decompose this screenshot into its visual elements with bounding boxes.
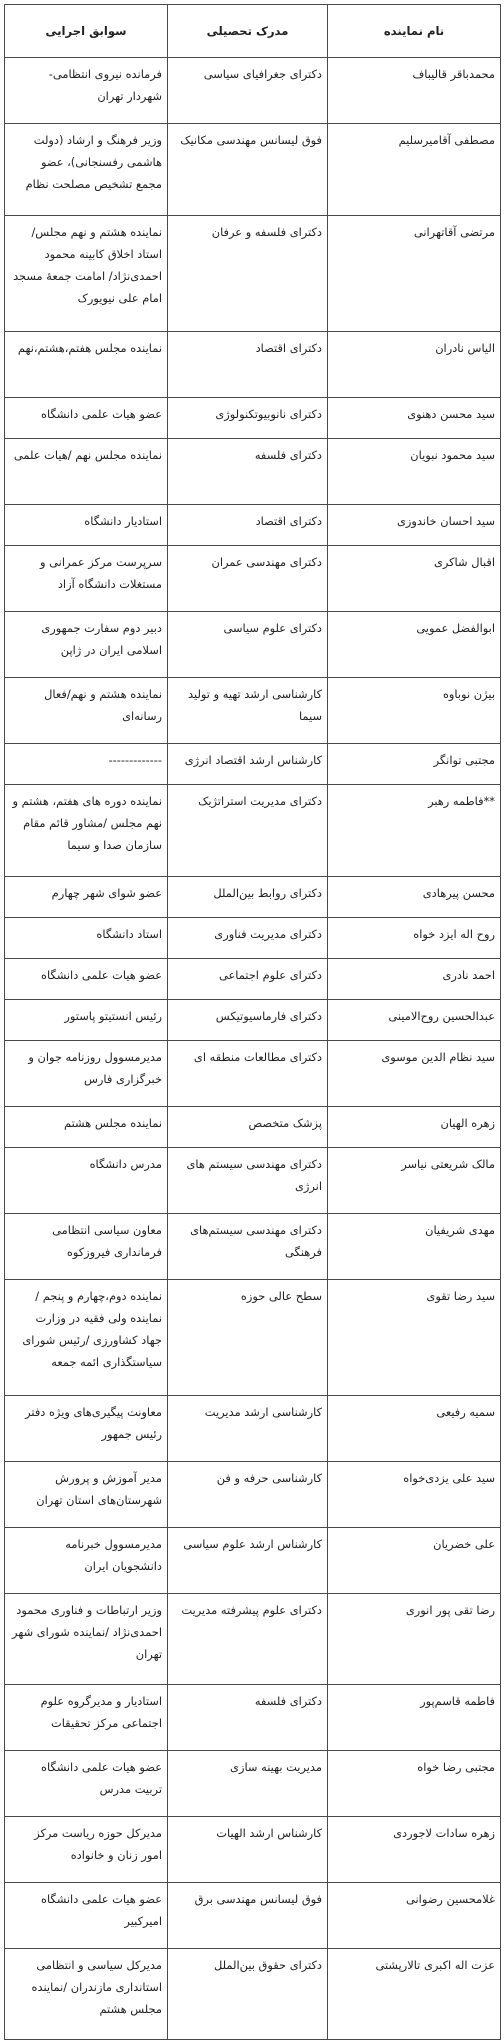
cell-record: عضو هیات علمی دانشگاه امیرکبیر: [5, 1883, 168, 1949]
cell-degree: کارشناسی ارشد مدیریت: [168, 1396, 328, 1462]
table-row: [5, 439, 501, 505]
table-row: [5, 58, 501, 124]
cell-name: مجتبی توانگر: [328, 744, 501, 785]
cell-record: نماینده دوره های هفتم، هشتم و نهم مجلس /مشاور قائم مقام سازمان صدا و سیما: [5, 785, 168, 877]
table-row: [5, 546, 501, 612]
cell-name: غلامحسین رضوانی: [328, 1883, 501, 1949]
cell-degree: دکترای مهندسی عمران: [168, 546, 328, 612]
cell-name: سمیه رفیعی: [328, 1396, 501, 1462]
cell-name: الیاس نادران: [328, 332, 501, 398]
cell-record: عضو هیات علمی دانشگاه: [5, 398, 168, 439]
cell-name: ابوالفضل عمویی: [328, 612, 501, 678]
table-row: [5, 612, 501, 678]
cell-degree: دکترای حقوق بین‌الملل: [168, 1949, 328, 2040]
cell-degree: دکترای مدیریت استراتژیک: [168, 785, 328, 877]
cell-record: نماینده هشتم و نهم/فعال رسانه‌ای: [5, 678, 168, 744]
cell-degree: دکترای فلسفه و عرفان: [168, 216, 328, 332]
table-row: [5, 1685, 501, 1751]
cell-record: سرپرست مرکز عمرانی و مستغلات دانشگاه آزاد: [5, 546, 168, 612]
cell-record: مدیرمسوول روزنامه جوان و خبرگزاری فارس: [5, 1041, 168, 1107]
header-degree: مدرک تحصیلی: [168, 5, 328, 58]
cell-degree: دکترای مهندسی سیستم های انرژی: [168, 1148, 328, 1214]
cell-record: عضو هیات علمی دانشگاه تربیت مدرس: [5, 1751, 168, 1817]
cell-record: دبیر دوم سفارت جمهوری اسلامی ایران در ژاپن: [5, 612, 168, 678]
table-row: [5, 1817, 501, 1883]
cell-degree: دکترای جغرافیای سیاسی: [168, 58, 328, 124]
cell-degree: دکترای فلسفه: [168, 1685, 328, 1751]
cell-name: مجتبی رضا خواه: [328, 1751, 501, 1817]
table-row: [5, 124, 501, 216]
cell-degree: دکترای علوم سیاسی: [168, 612, 328, 678]
cell-name: رضا تقی پور انوری: [328, 1594, 501, 1685]
table-row: [5, 959, 501, 1000]
table-row: [5, 918, 501, 959]
cell-name: زهره سادات لاجوردی: [328, 1817, 501, 1883]
cell-record: وزیر ارتباطات و فناوری محمود احمدی‌نژاد /نماینده شورای شهر تهران: [5, 1594, 168, 1685]
cell-degree: فوق لیسانس مهندسی برق: [168, 1883, 328, 1949]
cell-name: سید محمود نبویان: [328, 439, 501, 505]
table-row: [5, 398, 501, 439]
cell-record: معاون سیاسی انتظامی فرمانداری فیروزکوه: [5, 1214, 168, 1280]
cell-record: مدیر آموزش و پرورش شهرستان‌های استان تهران: [5, 1462, 168, 1528]
cell-degree: دکترای اقتصاد: [168, 505, 328, 546]
cell-name: اقبال شاکری: [328, 546, 501, 612]
cell-record: مدیرکل حوزه ریاست مرکز امور زنان و خانواده: [5, 1817, 168, 1883]
table-row: [5, 1462, 501, 1528]
cell-degree: دکترای مهندسی سیستم‌های فرهنگی: [168, 1214, 328, 1280]
cell-record: نماینده هشتم و نهم مجلس/ استاد اخلاق کابینه محمود احمدی‌نژاد/ امامت جمعهٔ مسجد امام علی نیویورک: [5, 216, 168, 332]
table-row: [5, 785, 501, 877]
cell-name: مصطفی آقامیرسلیم: [328, 124, 501, 216]
table-row: [5, 744, 501, 785]
table-row: [5, 678, 501, 744]
table-row: [5, 1949, 501, 2040]
cell-record: معاونت پیگیری‌های ویژه دفتر رئیس جمهور: [5, 1396, 168, 1462]
cell-name: سید محسن دهنوی: [328, 398, 501, 439]
header-record: سوابق اجرایی: [5, 5, 168, 58]
cell-record: مدرس دانشگاه: [5, 1148, 168, 1214]
cell-name: فاطمه قاسم‌پور: [328, 1685, 501, 1751]
cell-degree: دکترای فارماسیوتیکس: [168, 1000, 328, 1041]
table-row: [5, 1751, 501, 1817]
table-row: [5, 505, 501, 546]
cell-name: محمدباقر قالیباف: [328, 58, 501, 124]
cell-record: استادیار و مدیرگروه علوم اجتماعی مرکز تحقیقات: [5, 1685, 168, 1751]
table-row: [5, 1214, 501, 1280]
cell-record: عضو شوای شهر چهارم: [5, 877, 168, 918]
table-header-row: [5, 5, 501, 58]
table-row: [5, 1041, 501, 1107]
cell-name: عبدالحسین روح‌الامینی: [328, 1000, 501, 1041]
cell-name: مرتضی آقاتهرانی: [328, 216, 501, 332]
cell-record: فرمانده نیروی انتظامی- شهردار تهران: [5, 58, 168, 124]
cell-degree: دکترای علوم اجتماعی: [168, 959, 328, 1000]
cell-degree: کارشناسی حرفه و فن: [168, 1462, 328, 1528]
table-row: [5, 216, 501, 332]
cell-name: عزت اله اکبری تالارپشتی: [328, 1949, 501, 2040]
cell-degree: دکترای نانوبیوتکنولوژی: [168, 398, 328, 439]
cell-degree: دکترای اقتصاد: [168, 332, 328, 398]
table-row: [5, 1000, 501, 1041]
cell-degree: مدیریت بهینه سازی: [168, 1751, 328, 1817]
cell-degree: کارشناس ارشد علوم سیاسی: [168, 1528, 328, 1594]
cell-degree: کارشناس ارشد الهیات: [168, 1817, 328, 1883]
cell-record: نماینده دوم،چهارم و پنجم /نماینده ولی فقیه در وزارت جهاد کشاورزی /رئیس شورای سیاستگذاری ائمه جمعه: [5, 1280, 168, 1396]
cell-name: روح اله ایزد خواه: [328, 918, 501, 959]
table-row: [5, 1280, 501, 1396]
cell-degree: دکترای روابط بین‌الملل: [168, 877, 328, 918]
cell-name: سید نظام الدین موسوی: [328, 1041, 501, 1107]
cell-degree: کارشناس ارشد اقتصاد انرژی: [168, 744, 328, 785]
cell-name: مهدی شریفیان: [328, 1214, 501, 1280]
cell-degree: دکترای فلسفه: [168, 439, 328, 505]
cell-record: نماینده مجلس نهم /هیات علمی: [5, 439, 168, 505]
cell-degree: دکترای مطالعات منطقه ای: [168, 1041, 328, 1107]
cell-record: رئیس انستیتو پاستور: [5, 1000, 168, 1041]
cell-name: **فاطمه رهبر: [328, 785, 501, 877]
cell-degree: دکترای علوم پیشرفته مدیریت: [168, 1594, 328, 1685]
table-row: [5, 877, 501, 918]
cell-name: علی خضریان: [328, 1528, 501, 1594]
cell-record: استادیار دانشگاه: [5, 505, 168, 546]
table-row: [5, 1883, 501, 1949]
cell-name: سید احسان خاندوزی: [328, 505, 501, 546]
cell-name: سید علی یزدی‌خواه: [328, 1462, 501, 1528]
cell-record: مدیرمسوول خبرنامه دانشجویان ایران: [5, 1528, 168, 1594]
header-name: نام نماینده: [328, 5, 501, 58]
cell-name: بیژن نوباوه: [328, 678, 501, 744]
cell-name: احمد نادری: [328, 959, 501, 1000]
table-row: [5, 1594, 501, 1685]
cell-record: استاد دانشگاه: [5, 918, 168, 959]
table-row: [5, 1107, 501, 1148]
table-body: [5, 58, 501, 2040]
cell-record: عضو هیات علمی دانشگاه: [5, 959, 168, 1000]
cell-record: وزیر فرهنگ و ارشاد (دولت هاشمی رفسنجانی)، عضو مجمع تشخیص مصلحت نظام: [5, 124, 168, 216]
table-row: [5, 332, 501, 398]
cell-degree: فوق لیسانس مهندسی مکانیک: [168, 124, 328, 216]
table-row: [5, 1396, 501, 1462]
cell-name: زهره الهیان: [328, 1107, 501, 1148]
cell-name: سید رضا تقوی: [328, 1280, 501, 1396]
table-row: [5, 1528, 501, 1594]
cell-record: مدیرکل سیاسی و انتظامی استانداری مازندران /نماینده مجلس هشتم: [5, 1949, 168, 2040]
cell-record: نماینده مجلس هفتم،هشتم،نهم: [5, 332, 168, 398]
cell-name: مالک شریعتی نیاسر: [328, 1148, 501, 1214]
cell-name: محسن پیرهادی: [328, 877, 501, 918]
cell-degree: پزشک متخصص: [168, 1107, 328, 1148]
representatives-table: [4, 4, 501, 2040]
cell-record: نماینده مجلس هشتم: [5, 1107, 168, 1148]
cell-record: -------------: [5, 744, 168, 785]
cell-degree: دکترای مدیریت فناوری: [168, 918, 328, 959]
table-row: [5, 1148, 501, 1214]
cell-degree: کارشناسی ارشد تهیه و تولید سیما: [168, 678, 328, 744]
cell-degree: سطح عالی حوزه: [168, 1280, 328, 1396]
